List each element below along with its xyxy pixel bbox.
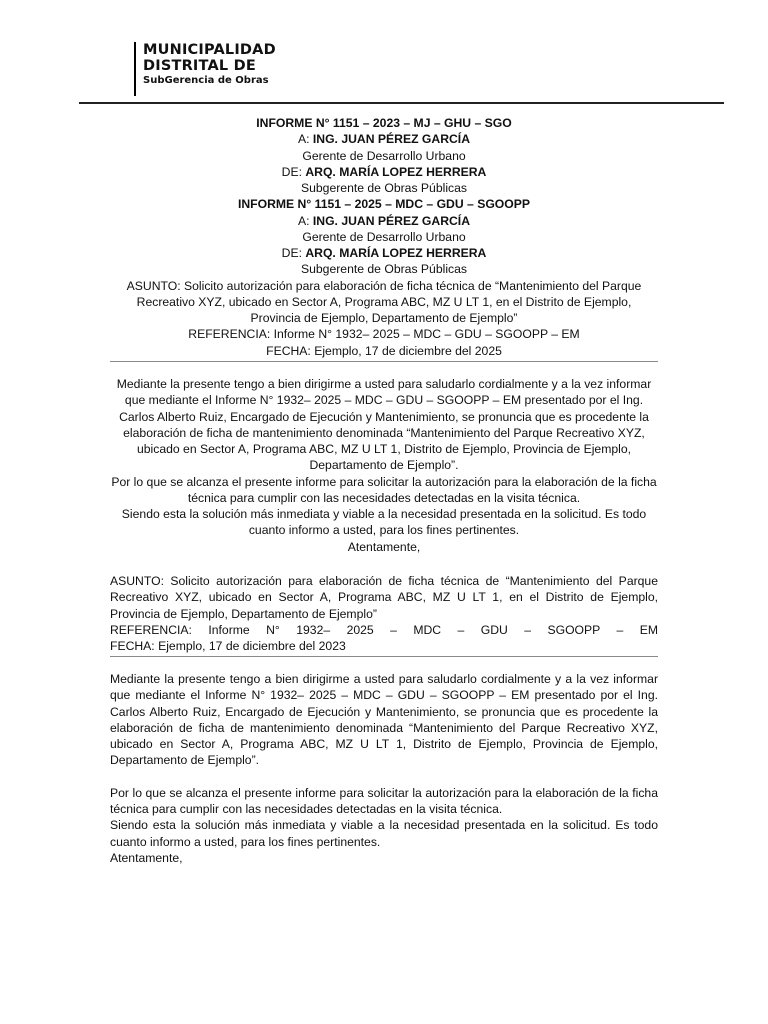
body-paragraph: Por lo que se alcanza el presente informe para solicitar la autorización para la elaboración de la ficha técnica para cumplir con las necesidades detectadas en la visita técnica. bbox=[110, 785, 658, 816]
referencia-line: REFERENCIA: Informe N° 1932– 2025 – MDC – GDU – SGOOPP – EM bbox=[188, 327, 580, 342]
recipient-role-2: Gerente de Desarrollo Urbano bbox=[302, 229, 466, 244]
org-subdivision: SubGerencia de Obras bbox=[143, 75, 269, 86]
body-paragraph: Siendo esta la solución más inmediata y viable a la necesidad presentada en la solicitud. Es todo cuanto informo a usted, para los fines pertinentes. bbox=[110, 818, 658, 849]
sender-role-1: Subgerente de Obras Públicas bbox=[301, 181, 467, 195]
body-paragraph: Siendo esta la solución más inmediata y viable a la necesidad presentada en la solicitud. Es todo cuanto informo a usted, para los fines pertinentes. bbox=[121, 507, 647, 538]
divider-rule bbox=[110, 361, 658, 362]
recipient-prefix: A: bbox=[297, 132, 313, 147]
referencia-line: REFERENCIA: Informe N° 1932– 2025 – MDC – GDU – SGOOPP – EM bbox=[110, 622, 658, 637]
divider-rule bbox=[110, 656, 658, 657]
org-name-line2: DISTRITAL DE bbox=[143, 58, 256, 74]
letterhead bbox=[134, 42, 434, 96]
letter-body-centered bbox=[110, 376, 658, 555]
sender-line-2 bbox=[110, 245, 658, 261]
header-divider bbox=[79, 102, 724, 104]
recipient-line-2 bbox=[110, 213, 658, 229]
closing: Atentamente, bbox=[110, 850, 183, 865]
recipient-line-1 bbox=[110, 131, 658, 147]
asunto-line: ASUNTO: Solicito autorización para elaboración de ficha técnica de “Mantenimiento del Parque Recreativo XYZ, ubicado en Sector A, Programa ABC, MZ U LT 1, en el Distrito de Ejemplo, Provincia de Ejemplo, Departamento de Ejemplo” bbox=[126, 278, 642, 325]
asunto-paragraph: ASUNTO: Solicito autorización para elaboración de ficha técnica de “Mantenimiento del Parque Recreativo XYZ, ubicado en Sector A, Programa ABC, MZ U LT 1, en el Distrito de Ejemplo, Provincia de Ejemplo, Departamento de Ejemplo” bbox=[110, 574, 658, 621]
fecha-line: FECHA: Ejemplo, 17 de diciembre del 2025 bbox=[266, 343, 502, 358]
org-name-line1: MUNICIPALIDAD bbox=[143, 42, 276, 58]
informe-number-2: INFORME N° 1151 – 2025 – MDC – GDU – SGOOPP bbox=[237, 197, 531, 212]
subject-block-justified bbox=[110, 573, 658, 654]
body-paragraph: Mediante la presente tengo a bien dirigirme a usted para saludarlo cordialmente y a la vez informar que mediante el Informe N° 1932– 2025 – MDC – GDU – SGOOPP – EM presentado por el Ing. Carlos Alberto Ruiz, Encargado de Ejecución y Mantenimiento, se pronuncia que es procedente la elaboración de ficha de mantenimiento denominada “Mantenimiento del Parque Recreativo XYZ, ubicado en Sector A, Programa ABC, MZ U LT 1, Distrito de Ejemplo, Provincia de Ejemplo, Departamento de Ejemplo”. bbox=[116, 377, 652, 473]
body-paragraph: Por lo que se alcanza el presente informe para solicitar la autorización para la elaboración de la ficha técnica para cumplir con las necesidades detectadas en la visita técnica. bbox=[111, 474, 657, 505]
sender-name: ARQ. MARÍA LOPEZ HERRERA bbox=[305, 164, 487, 179]
sender-prefix: DE: bbox=[281, 246, 306, 260]
letter-body-justified bbox=[110, 671, 658, 866]
paragraph-spacer bbox=[110, 769, 658, 785]
sender-role-2: Subgerente de Obras Públicas bbox=[301, 262, 467, 277]
recipient-name: ING. JUAN PÉREZ GARCÍA bbox=[312, 213, 470, 228]
memo-header bbox=[110, 115, 658, 359]
body-paragraph: Mediante la presente tengo a bien dirigirme a usted para saludarlo cordialmente y a la vez informar que mediante el Informe N° 1932– 2025 – MDC – GDU – SGOOPP – EM presentado por el Ing. Carlos Alberto Ruiz, Encargado de Ejecución y Mantenimiento, se pronuncia que es procedente la elaboración de ficha de mantenimiento denominada “Mantenimiento del Parque Recreativo XYZ, ubicado en Sector A, Programa ABC, MZ U LT 1, Distrito de Ejemplo, Provincia de Ejemplo, Departamento de Ejemplo”. bbox=[110, 672, 658, 768]
recipient-name: ING. JUAN PÉREZ GARCÍA bbox=[312, 132, 470, 147]
sender-line-1 bbox=[110, 164, 658, 180]
sender-name: ARQ. MARÍA LOPEZ HERRERA bbox=[305, 246, 487, 260]
informe-number-1: INFORME N° 1151 – 2023 – MJ – GHU – SGO bbox=[256, 116, 512, 130]
closing: Atentamente, bbox=[347, 539, 421, 554]
fecha-line: FECHA: Ejemplo, 17 de diciembre del 2023 bbox=[110, 639, 346, 653]
recipient-role-1: Gerente de Desarrollo Urbano bbox=[302, 148, 466, 163]
sender-prefix: DE: bbox=[281, 164, 306, 179]
recipient-prefix: A: bbox=[297, 213, 313, 228]
